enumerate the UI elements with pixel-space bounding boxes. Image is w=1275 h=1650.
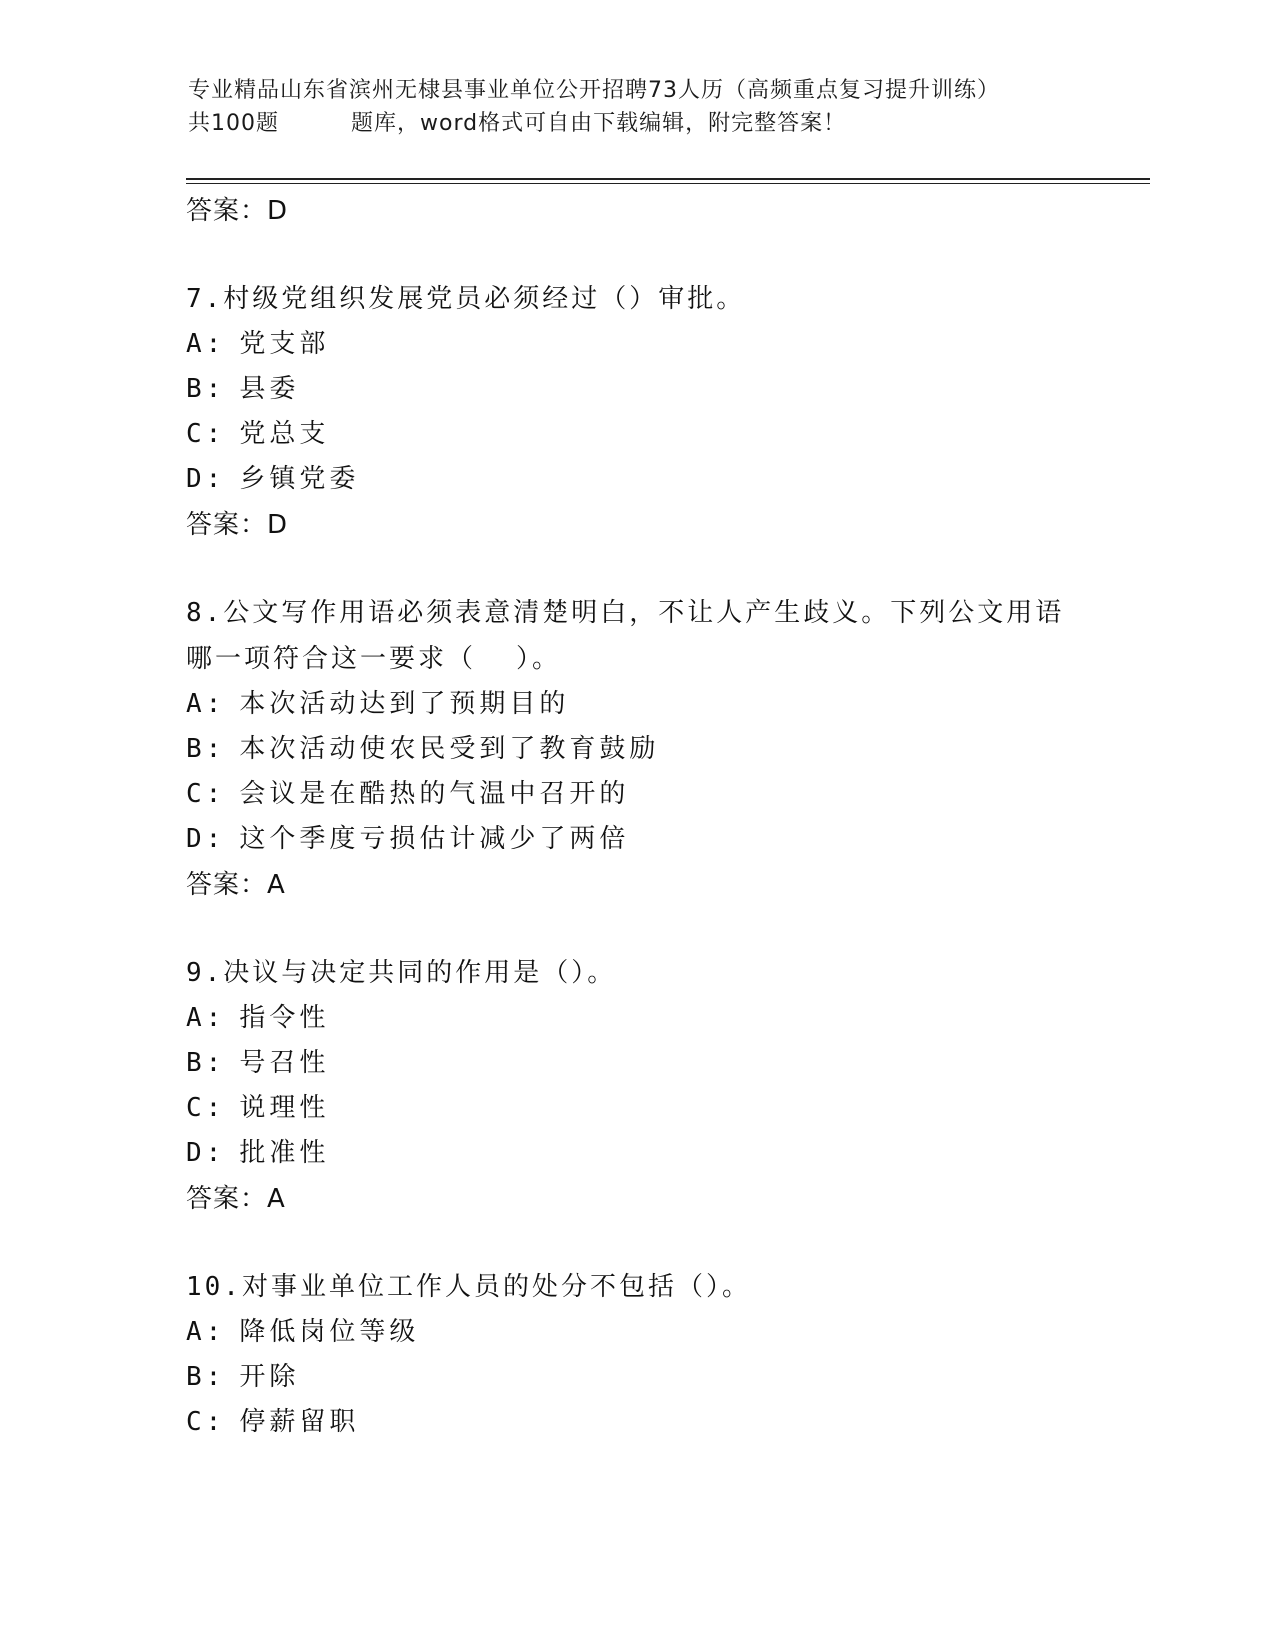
header-title-line: 专业精品山东省滨州无棣县事业单位公开招聘73人历（高频重点复习提升训练） — [188, 78, 1000, 103]
question-stem: 10.对事业单位工作人员的处分不包括（）。 — [186, 1272, 751, 1302]
option-text: 会议是在酷热的气温中召开的 — [239, 779, 630, 809]
option-b — [186, 727, 1146, 772]
option-text: 降低岗位等级 — [239, 1317, 420, 1347]
option-letter: C: — [186, 1093, 226, 1123]
option-text: 县委 — [239, 374, 300, 404]
option-text: 号召性 — [239, 1048, 330, 1078]
question-stem-part: 哪一项符合这一要求（ — [186, 644, 477, 674]
header-divider-thick — [186, 178, 1150, 180]
option-a — [186, 1310, 1146, 1355]
header-format-note: 题库，word格式可自由下载编辑，附完整答案！ — [351, 111, 847, 136]
page-header — [188, 74, 1148, 140]
option-text: 这个季度亏损估计减少了两倍 — [239, 824, 630, 854]
option-letter: D: — [186, 1138, 226, 1168]
option-b — [186, 1041, 1146, 1086]
question-stem-line-1: 8.公文写作用语必须表意清楚明白，不让人产生歧义。下列公文用语 — [186, 598, 1065, 628]
option-c — [186, 772, 1146, 817]
question-list — [186, 188, 1146, 1445]
question-answer: 答案：A — [186, 870, 286, 900]
option-letter: A: — [186, 329, 226, 359]
option-text: 党支部 — [239, 329, 330, 359]
question-8 — [186, 590, 1146, 908]
option-b — [186, 1355, 1146, 1400]
option-text: 开除 — [239, 1362, 300, 1392]
option-c — [186, 1400, 1146, 1445]
header-subtitle-line — [188, 107, 1148, 140]
option-b — [186, 367, 1146, 412]
option-text: 说理性 — [239, 1093, 330, 1123]
header-divider-thin — [186, 183, 1150, 184]
option-text: 指令性 — [239, 1003, 330, 1033]
option-a — [186, 996, 1146, 1041]
option-a — [186, 322, 1146, 367]
option-letter: A: — [186, 1003, 226, 1033]
option-letter: C: — [186, 1407, 226, 1437]
question-stem-line-2 — [186, 636, 1146, 682]
option-a — [186, 682, 1146, 727]
option-d — [186, 817, 1146, 862]
option-d — [186, 1131, 1146, 1176]
option-c — [186, 412, 1146, 457]
option-letter: D: — [186, 464, 226, 494]
option-letter: C: — [186, 419, 226, 449]
question-stem: 7.村级党组织发展党员必须经过（）审批。 — [186, 284, 746, 314]
option-text: 本次活动使农民受到了教育鼓励 — [239, 734, 660, 764]
option-c — [186, 1086, 1146, 1131]
option-letter: B: — [186, 1048, 226, 1078]
option-text: 批准性 — [239, 1138, 330, 1168]
option-letter: B: — [186, 1362, 226, 1392]
option-d — [186, 457, 1146, 502]
option-text: 党总支 — [239, 419, 330, 449]
option-text: 本次活动达到了预期目的 — [239, 689, 570, 719]
header-question-count: 共100题 — [188, 111, 279, 136]
question-answer: 答案：A — [186, 1184, 286, 1214]
question-answer: 答案：D — [186, 510, 289, 540]
option-letter: B: — [186, 734, 226, 764]
option-letter: B: — [186, 374, 226, 404]
option-letter: A: — [186, 689, 226, 719]
question-9 — [186, 950, 1146, 1222]
question-10 — [186, 1264, 1146, 1445]
option-text: 停薪留职 — [239, 1407, 360, 1437]
option-text: 乡镇党委 — [239, 464, 360, 494]
question-stem: 9.决议与决定共同的作用是（）。 — [186, 958, 617, 988]
option-letter: D: — [186, 824, 226, 854]
option-letter: C: — [186, 779, 226, 809]
question-stem-part: ）。 — [516, 644, 562, 674]
question-7 — [186, 276, 1146, 548]
previous-answer: 答案：D — [186, 196, 289, 226]
option-letter: A: — [186, 1317, 226, 1347]
